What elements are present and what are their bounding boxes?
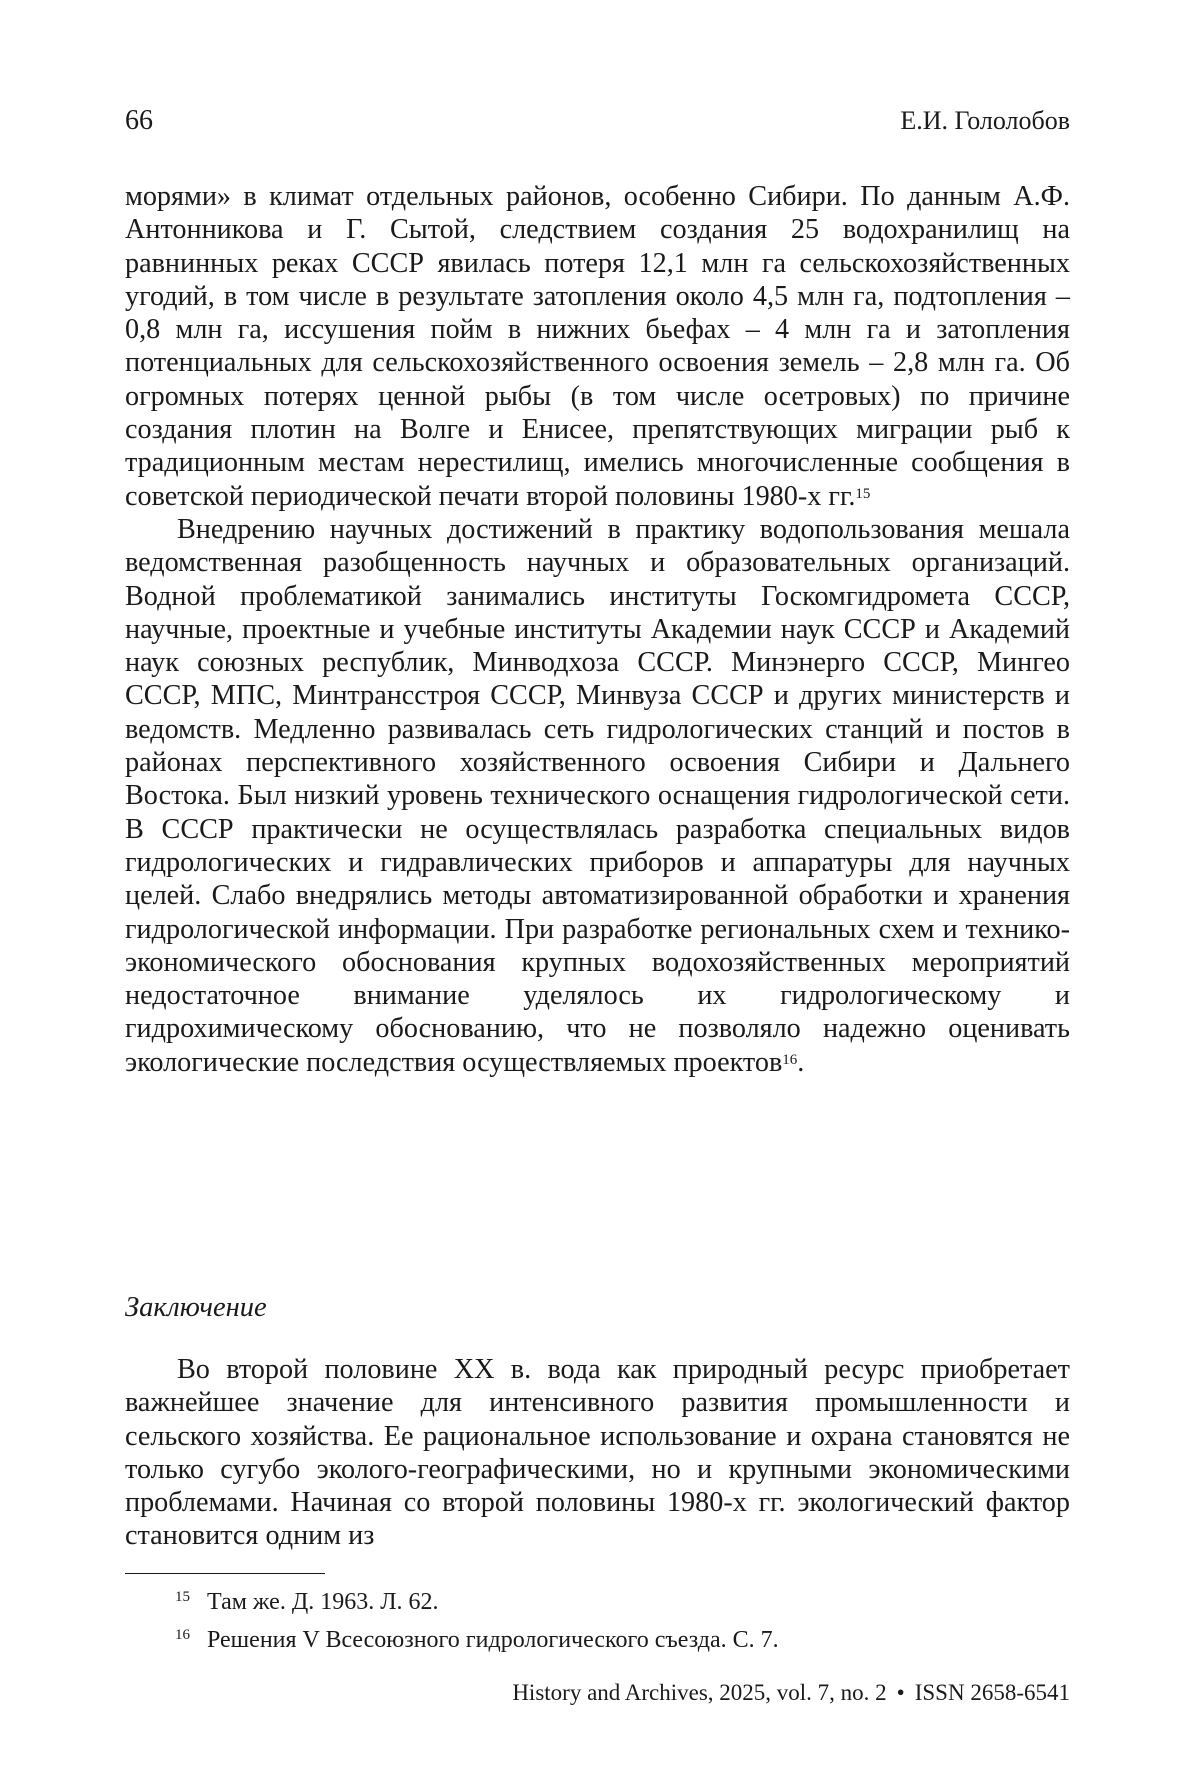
page-number: 66 <box>125 105 153 136</box>
section-heading: Заключение <box>125 1292 267 1323</box>
footnote-ref-15[interactable]: 15 <box>855 485 871 502</box>
paragraph-2 <box>125 513 1070 1079</box>
running-header <box>125 105 1070 137</box>
paragraph-1-text: морями» в климат отдельных районов, особенно Сибири. По данным А.Ф. Антонникова и Г. Сытой, следствием создания 25 водохранилищ на равнинных реках СССР явилась потеря 12,1 млн га сельскохозяйственных угодий, в том числе в результате затопления около 4,5 млн га, подтопления – 0,8 млн га, иссушения пойм в нижних бьефах – 4 млн га и затопления потенциальных для сельскохозяйственного освоения земель – 2,8 млн га. Об огромных потерях ценной рыбы (в том числе осетровых) по причине создания плотин на Волге и Енисее, препятствующих миграции рыб к традиционным местам нерестилищ, имелись многочисленные сообщения в советской периодической печати второй половины 1980-х гг. <box>125 181 1070 512</box>
footnote-divider <box>125 1573 325 1574</box>
footnote-ref-16[interactable]: 16 <box>782 1051 798 1068</box>
author-name: Е.И. Гололобов <box>900 106 1070 135</box>
paragraph-2-text: Внедрению научных достижений в практику водопользования мешала ведомственная разобщенность научных и образовательных организаций. Водной проблематикой занимались институты Госкомгидромета СССР, научные, проектные и учебные институты Академии наук СССР и Академий наук союзных республик, Минводхоза СССР. Минэнерго СССР, Мингео СССР, МПС, Минтрансстроя СССР, Минвуза СССР и других министерств и ведомств. Медленно развивалась сеть гидрологических станций и постов в районах перспективного хозяйственного освоения Сибири и Дальнего Востока. Был низкий уровень технического оснащения гидрологической сети. В СССР практически не осуществлялась разработка специальных видов гидрологических и гидравлических приборов и аппаратуры для научных целей. Слабо внедрялись методы автоматизированной обработки и хранения гидрологической информации. При разработке региональных схем и технико-экономического обоснования крупных водохозяйственных мероприятий недостаточное внимание уделялось их гидрологическому и гидрохимическому обоснованию, что не позволяло надежно оценивать экологические последствия осуществляемых проектов <box>125 513 1070 1078</box>
bullet-separator: • <box>896 1680 905 1705</box>
journal-info: History and Archives, 2025, vol. 7, no. 2 <box>512 1680 887 1705</box>
conclusion-paragraph: Во второй половине XX в. вода как природный ресурс приобретает важнейшее значение для интенсивного развития промышленности и сельского хозяйства. Ее рациональное использование и охрана становятся не только сугубо эколого-географическими, но и крупными экономическими проблемами. Начиная со второй половины 1980-х гг. экологический фактор становится одним из <box>125 1354 1070 1552</box>
running-footer <box>512 1680 1070 1706</box>
main-text <box>125 180 1070 1079</box>
issn: ISSN 2658-6541 <box>914 1680 1070 1705</box>
footnote-15 <box>175 1585 1070 1623</box>
footnote-text: Решения V Всесоюзного гидрологического съезда. С. 7. <box>207 1627 779 1653</box>
footnote-number: 15 <box>175 1589 190 1605</box>
paragraph-1 <box>125 180 1070 513</box>
conclusion-section <box>125 1353 1070 1553</box>
paragraph-2-end: . <box>797 1046 805 1078</box>
footnote-16 <box>175 1623 1070 1661</box>
footnote-number: 16 <box>175 1627 190 1643</box>
footnotes <box>175 1585 1070 1661</box>
footnote-text: Там же. Д. 1963. Л. 62. <box>207 1589 439 1615</box>
